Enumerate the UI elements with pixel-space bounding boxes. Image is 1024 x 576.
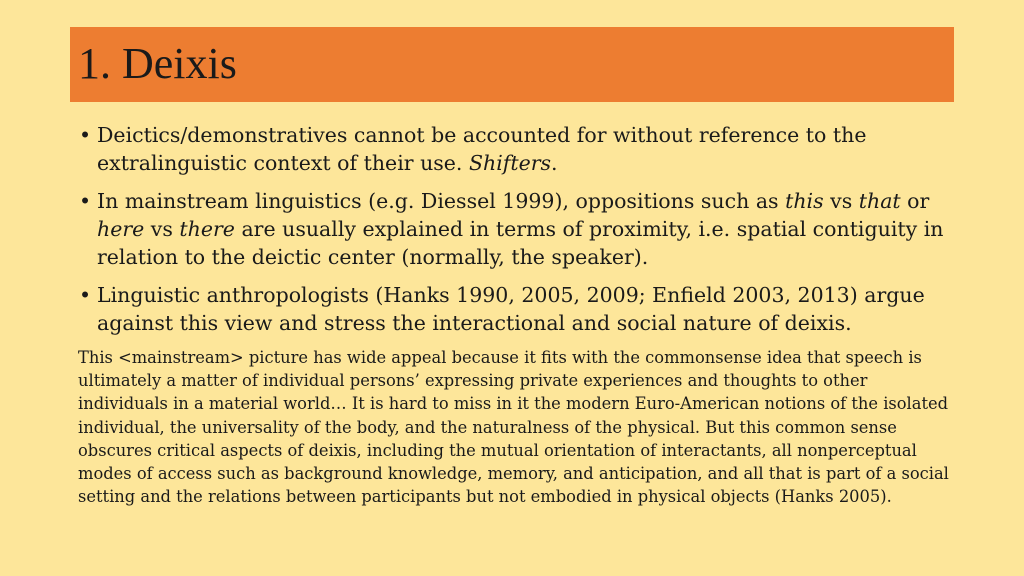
hanks-quote: This <mainstream> picture has wide appeal because it fits with the commonsense idea that speech is ultimately a matter of individual persons’ expressing private experiences and thoughts to other individuals in a material world… It is hard to miss in it the modern Euro-American notions of the isolated individual, the universality of the body, and the naturalness of the physical. But this common sense obscures critical aspects of deixis, including the mutual orientation of interactants, all nonperceptual modes of access such as background knowledge, memory, and anticipation, and all that is part of a social setting and the relations between participants but not embodied in physical objects (Hanks 2005). xyxy=(78,348,949,507)
bullet-text xyxy=(97,283,925,335)
bullet-item xyxy=(76,281,956,337)
bullet-text xyxy=(97,123,866,175)
italic-term: Shifters xyxy=(468,151,552,175)
text-run: vs xyxy=(823,189,859,213)
title-bar xyxy=(70,27,954,102)
text-run: . xyxy=(551,151,558,175)
bullet-item xyxy=(76,187,956,271)
bullet-item xyxy=(76,121,956,177)
bullet-text xyxy=(97,189,943,269)
text-run: vs xyxy=(144,217,180,241)
slide-title: 1. Deixis xyxy=(78,39,237,88)
italic-term: there xyxy=(179,217,235,241)
italic-term: here xyxy=(97,217,145,241)
bullet-list xyxy=(76,121,956,347)
bullet-dot-icon: • xyxy=(79,189,92,213)
text-run: are usually explained in terms of proximity, i.e. spatial contiguity in relation to the deictic center (normally, the speaker). xyxy=(97,217,944,269)
italic-term: this xyxy=(785,189,824,213)
text-run: Deictics/demonstratives cannot be accounted for without reference to the extralinguistic context of their use. xyxy=(97,123,867,175)
text-run: Linguistic anthropologists (Hanks 1990, 2005, 2009; Enfield 2003, 2013) argue against this view and stress the interactional and social nature of deixis. xyxy=(97,283,925,335)
bullet-dot-icon: • xyxy=(79,283,92,307)
text-run: In mainstream linguistics (e.g. Diessel 1999), oppositions such as xyxy=(97,189,786,213)
text-run: or xyxy=(900,189,930,213)
bullet-dot-icon: • xyxy=(79,123,92,147)
italic-term: that xyxy=(858,189,901,213)
